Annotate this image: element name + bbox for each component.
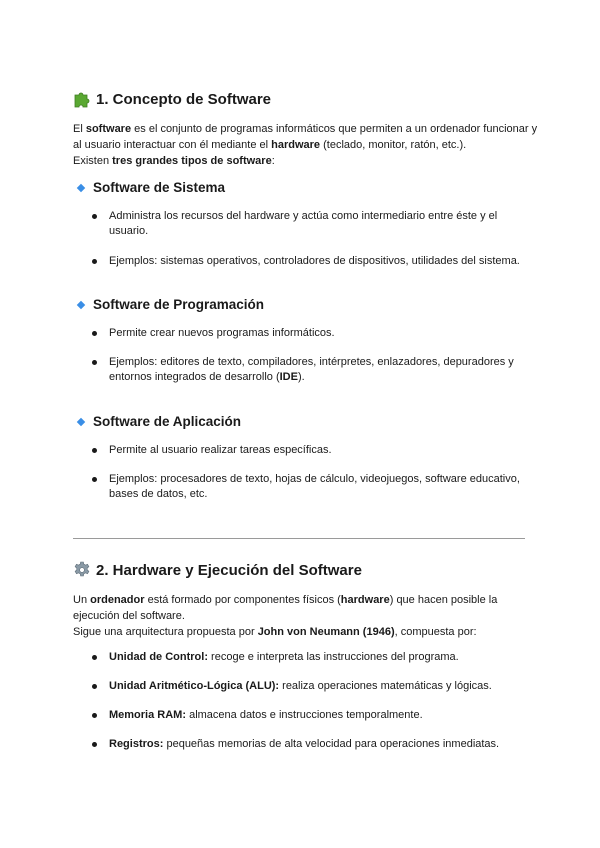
list-item: Unidad Aritmético-Lógica (ALU): realiza operaciones matemáticas y lógicas.: [92, 679, 532, 694]
section-1-heading: [73, 90, 271, 108]
section-2-heading: [73, 561, 362, 579]
gear-icon: [73, 561, 91, 579]
bullet-dot-icon: [92, 713, 97, 718]
diamond-bullet-icon: [77, 300, 85, 308]
list-item: Ejemplos: sistemas operativos, controladores de dispositivos, utilidades del sistema.: [92, 254, 532, 269]
bullet-dot-icon: [92, 684, 97, 689]
section-2-intro: Un ordenador está formado por componentes físicos (hardware) que hacen posible la ejecución del software. Sigue una arquitectura propuesta por John von Neumann (1946), compuesta por:: [73, 594, 498, 638]
bullet-dot-icon: [92, 259, 97, 264]
section-1-intro: El software es el conjunto de programas informáticos que permiten a un ordenador funcionar y al usuario interactuar con él mediante el hardware (teclado, monitor, ratón, etc.). Existen tres grandes tipos de software:: [73, 123, 538, 167]
list-item: Unidad de Control: recoge e interpreta las instrucciones del programa.: [92, 650, 532, 665]
subheading-software-sistema: Software de Sistema: [78, 180, 225, 195]
bullet-dot-icon: [92, 214, 97, 219]
list-item: Administra los recursos del hardware y actúa como intermediario entre éste y el usuario.: [92, 209, 532, 239]
bullet-dot-icon: [92, 331, 97, 336]
list-item: Ejemplos: editores de texto, compiladores, intérpretes, enlazadores, depuradores y entornos integrados de desarrollo (IDE).: [92, 355, 532, 385]
bullet-dot-icon: [92, 655, 97, 660]
bullet-dot-icon: [92, 360, 97, 365]
section-1-title: 1. Concepto de Software: [96, 90, 272, 108]
diamond-bullet-icon: [77, 183, 85, 191]
section-2-title: 2. Hardware y Ejecución del Software: [96, 561, 362, 579]
list-item: Registros: pequeñas memorias de alta velocidad para operaciones inmediatas.: [92, 737, 532, 752]
subheading-software-programacion: Software de Programación: [78, 297, 264, 312]
bullet-dot-icon: [92, 448, 97, 453]
bullet-dot-icon: [92, 742, 97, 747]
horizontal-divider: [73, 538, 525, 539]
list-item: Ejemplos: procesadores de texto, hojas de cálculo, videojuegos, software educativo, bases de datos, etc.: [92, 472, 532, 502]
bullet-dot-icon: [92, 477, 97, 482]
subheading-software-aplicacion: Software de Aplicación: [78, 414, 241, 429]
list-item: Permite crear nuevos programas informáticos.: [92, 326, 532, 341]
list-item: Memoria RAM: almacena datos e instrucciones temporalmente.: [92, 708, 532, 723]
list-item: Permite al usuario realizar tareas específicas.: [92, 443, 532, 458]
diamond-bullet-icon: [77, 417, 85, 425]
puzzle-piece-icon: [73, 90, 91, 108]
